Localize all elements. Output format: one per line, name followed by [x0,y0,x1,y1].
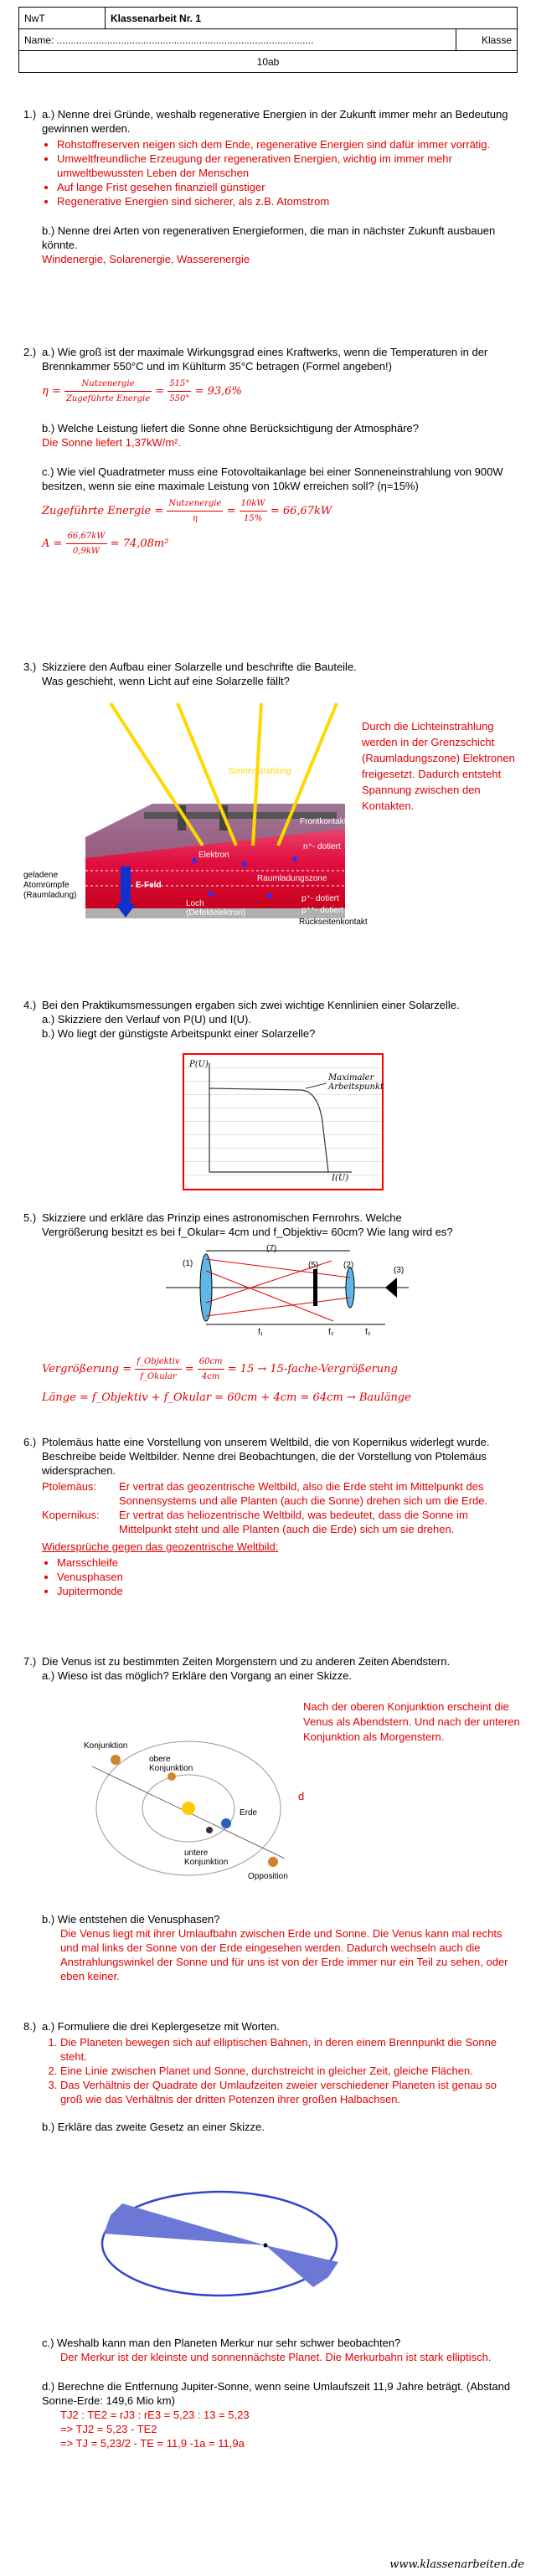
question-text: a.) Skizziere den Verlauf von P(U) und I(U). [42,1013,251,1026]
answer-item: • Auf lange Frist gesehen finanziell günstiger [57,180,511,194]
denominator: 550° [169,394,190,404]
answer-text: Der Merkur ist der kleinste und sonnennächste Planet. Die Merkurbahn ist stark elliptisch. [60,2351,492,2363]
label-p: p⁺- dotiert [302,894,339,903]
formula-part: = [226,505,236,517]
calc-line: TJ2 : TE2 = rJ3 : rE3 = 5,23 : 13 = 5,23 [60,2409,250,2421]
denominator: 15% [244,514,263,523]
formula-part: Zugeführte Energie = [42,505,164,517]
label-back: Rückseitenkontakt [299,918,368,927]
numerator: Nutzenergie [167,496,223,512]
question-text: Die Venus ist zu bestimmten Zeiten Morgenstern und zu anderen Zeiten Abendstern. [42,1655,451,1668]
question-text: a.) Nenne drei Gründe, weshalb regenerative Energien in der Zukunft immer mehr an Bedeutung gewinnen werden. [42,108,508,135]
name-label: Name: ............................................................................................ [24,33,314,46]
row-value: Er vertrat das heliozentrische Weltbild, was bedeutet, dass die Sonne im Mittelpunkt steht und alle Planten (auch die Erde) sich um sie drehen. [119,1509,468,1535]
question-text: b.) Welche Leistung liefert die Sonne ohne Berücksichtigung der Atmosphäre? [42,422,419,434]
calc-line: => TJ2 = 5,23 - TE2 [60,2423,157,2435]
fraction [64,377,152,406]
ptolemaeus-row [42,1479,511,1508]
kepler-law: 2. Eine Linie zwischen Planet und Sonne, durchstreicht in gleicher Zeit, gleiche Flächen. [60,2064,511,2078]
formula-line [42,1355,511,1384]
row-key: Kopernikus: [42,1509,100,1521]
class-label-cell: Klasse [456,29,518,51]
formula-part: = 74,08m² [110,537,169,550]
question-text: b.) Wo liegt der günstigste Arbeitspunkt einer Solarzelle? [42,1027,316,1040]
question-text: Vergrößerung besitzt es bei f_Okular= 4cm und f_Objektiv= 60cm? Wie lang wird es? [42,1226,453,1238]
question-text: a.) Formuliere die drei Keplergesetze mit Worten. [42,2020,280,2033]
question-number: 8.) [23,2020,37,2033]
label-electron: Elektron [198,851,229,860]
kopernikus-row [42,1508,511,1536]
contra-item: • Jupitermonde [57,1584,511,1598]
question-number: 6.) [23,1436,37,1448]
question-number: 5.) [23,1211,37,1224]
fraction [135,1355,181,1384]
label-hole: Loch (Defektelektron) [186,899,246,918]
label-obere: obere Konjunktion [149,1755,193,1773]
numerator: 10kW [240,496,267,512]
arbeitspunkt-label: Maximaler Arbeitspunkt [328,1073,384,1092]
formula-part: = 93,6% [194,385,242,398]
question-8c [42,2336,511,2450]
question-7 [23,1654,511,1683]
question-5-answer [42,1355,511,1405]
question-number: 4.) [23,999,37,1011]
label-2: (2) [343,1261,354,1270]
kepler-law: 1. Die Planeten bewegen sich auf elliptischen Bahnen, in deren einem Brennpunkt die Sonne steht. [60,2035,511,2064]
question-3 [23,660,511,688]
question-8 [23,2019,511,2134]
kepler-list [60,2035,511,2106]
question-text: a.) Wieso ist das möglich? Erkläre den Vorgang an einer Skizze. [42,1669,352,1682]
label-n: n⁺- dotiert [303,842,341,851]
formula-part: = [184,1363,194,1375]
question-number: 1.) [23,108,37,121]
solar-cell-sketch [23,695,368,934]
label-1: (1) [183,1259,193,1268]
contra-item: • Venusphasen [57,1570,511,1584]
formula-line [42,496,511,526]
class-value-cell: 10ab [19,51,518,73]
answer-item: • Regenerative Energien sind sicherer, als z.B. Atomstrom [57,194,511,208]
numerator: 60cm [198,1355,224,1370]
answer-text: Windenergie, Solarenergie, Wasserenergie [42,253,250,265]
question-text: b.) Nenne drei Arten von regenerativen Energieformen, die man in nächster Zukunft ausbauen könnte. [42,224,496,251]
label-untere: untere Konjunktion [184,1848,229,1867]
subject-cell: NwT [19,8,106,29]
numerator: 66,67kW [66,529,107,544]
formula-line [42,377,511,406]
contra-list [57,1555,511,1598]
label-front: Frontkontakt [300,817,347,826]
label-konjunktion: Konjunktion [84,1741,128,1751]
answer-text: Durch die Lichteinstrahlung werden in der Grenzschicht (Raumladungszone) Elektronen freigesetzt. Dadurch entsteht Spannung zwischen den Kontakten. [362,720,515,812]
question-text: Bei den Praktikumsmessungen ergaben sich zwei wichtige Kennlinien einer Solarzelle. [42,999,460,1011]
denominator: η [192,514,198,523]
answer-item: • Umweltfreundliche Erzeugung der regenerativen Energien, wichtig im immer mehr umweltbewussten Leben der Menschen [57,152,511,180]
denominator: f_Okular [140,1372,177,1381]
label-space: Raumladungszone [257,874,327,883]
label-7: (7) [266,1244,277,1253]
d-mark: d [298,1790,305,1802]
question-number: 7.) [23,1655,37,1668]
formula-part: = 15 → 15-fache-Vergrößerung [227,1363,398,1375]
contra-title-text: Widersprüche gegen das geozentrische Weltbild: [42,1540,279,1553]
kennlinien-sketch [183,1053,384,1190]
header-table [18,7,518,73]
label-efield: E-Feld [136,881,162,890]
kepler-svg [94,2185,345,2302]
formula-part: Vergrößerung = [42,1363,132,1375]
fraction [168,377,191,406]
kepler-law: 3. Das Verhältnis der Quadrate der Umlaufzeiten zweier verschiedener Planeten ist genau so groß wie das Verhältnis der dritten Potenzen ihrer großen Halbachsen. [60,2078,511,2106]
label-opposition: Opposition [248,1872,288,1881]
axis-x-label: I(U) [332,1174,349,1183]
row-value: Er vertrat das geozentrische Weltbild, also die Erde steht im Mittelpunkt des Sonnensystems und alle Planten (auch die Sonne) drehen sich um die Erde. [119,1480,488,1507]
formula-part: = [155,385,165,398]
label-atom: geladene Atomrümpfe (Raumladung) [23,871,77,900]
denominator: 4cm [201,1372,220,1381]
name-cell [19,29,456,51]
numerator: f_Objektiv [135,1355,181,1370]
question-text: c.) Wie viel Quadratmeter muss eine Fotovoltaikanlage bei einer Sonneneinstrahlung von 900W besitzen, wenn sie eine maximale Leistung von 10kW erreichen soll? (η=15%) [42,465,503,492]
question-text: Skizziere und erkläre das Prinzip eines astronomischen Fernrohrs. Welche [42,1211,402,1224]
question-text: d.) Berechne die Entfernung Jupiter-Sonne, wenn seine Umlaufszeit 11,9 Jahre beträgt. (Abstand Sonne-Erde: 149,6 Mio km) [42,2380,511,2407]
label-p2: p⁺⁺- dotiert [302,906,344,915]
formula-part: A = [42,537,63,550]
formula-line: Länge = f_Objektiv + f_Okular = 60cm + 4cm = 64cm → Baulänge [42,1391,411,1404]
question-7b [42,1912,511,1983]
fraction [167,496,223,526]
venus-sketch [84,1725,288,1892]
label-f1: f₁ [258,1328,264,1337]
fraction [240,496,267,526]
question-5 [23,1211,511,1239]
question-4 [23,998,511,1041]
axis-y-label: P(U) [189,1060,209,1069]
question-text: Was geschieht, wenn Licht auf eine Solarzelle fällt? [42,675,290,687]
answer-item: • Rohstoffreserven neigen sich dem Ende, regenerative Energien sind dafür immer vorrätig. [57,137,511,152]
question-text: Skizziere den Aufbau einer Solarzelle und beschrifte die Bauteile. [42,661,357,673]
question-number: 2.) [23,346,37,358]
footer-url[interactable]: www.klassenarbeiten.de [389,2558,524,2571]
kepler-sketch [94,2185,345,2302]
answer-text: Nach der oberen Konjunktion erscheint die Venus als Abendstern. Und nach der unteren Konjunktion als Morgenstern. [303,1700,520,1743]
contra-item: • Marsschleife [57,1555,511,1570]
calc-line: => TJ = 5,23/2 - TE = 11,9 -1a = 11,9a [60,2437,245,2450]
formula-line [42,529,511,558]
question-text: c.) Weshalb kann man den Planeten Merkur nur sehr schwer beobachten? [42,2337,401,2349]
label-sun: Sonnenstrahlung [228,767,291,776]
question-6 [23,1435,511,1598]
question-text: Ptolemäus hatte eine Vorstellung von unserem Weltbild, die von Kopernikus widerlegt wurde. Beschreibe beide Weltbilder. Nenne drei Beobachtungen, die der Vorstellung von Ptolemäus widersprachen. [42,1436,490,1477]
denominator: Zugeführte Energie [65,394,151,404]
question-text: b.) Erkläre das zweite Gesetz an einer Skizze. [42,2121,265,2133]
denominator: 0,9kW [72,547,100,556]
row-key: Ptolemäus: [42,1480,97,1493]
label-5: (5) [308,1261,319,1270]
label-f2b: f₂ [365,1328,371,1337]
answer-text: Die Venus liegt mit ihrer Umlaufbahn zwischen Erde und Sonne. Die Venus kann mal rechts und mal links der Sonne von der Erde eingesehen werden. Dadurch wechseln auch die Anstrahlungswinkel der Sonne und für uns ist von der Erde immer nur ein Teil zu sehen, oder eben keiner. [60,1927,508,1982]
fraction [198,1355,224,1384]
label-f2a: f₂ [328,1328,334,1337]
label-erde: Erde [240,1808,258,1818]
formula-part: = 66,67kW [270,505,332,517]
answer-list [57,137,511,208]
question-1 [23,107,511,266]
telescope-sketch [166,1244,417,1345]
answer-text: Die Sonne liefert 1,37kW/m². [42,436,182,449]
numerator: Nutzenergie [64,377,152,392]
question-2 [23,345,511,562]
question-text: a.) Wie groß ist der maximale Wirkungsgrad eines Kraftwerks, wenn die Temperaturen in der Brennkammer 550°C und im Kühlturm 35°C betragen (Formel angeben!) [42,346,488,373]
numerator: 515° [168,377,191,392]
title-cell: Klassenarbeit Nr. 1 [106,8,518,29]
contra-title [42,1540,511,1554]
telescope-svg [166,1244,417,1345]
fraction [66,529,107,558]
question-number: 3.) [23,661,37,673]
formula-part: η = [42,385,61,398]
question-text: b.) Wie entstehen die Venusphasen? [42,1913,220,1926]
label-3: (3) [394,1266,405,1275]
